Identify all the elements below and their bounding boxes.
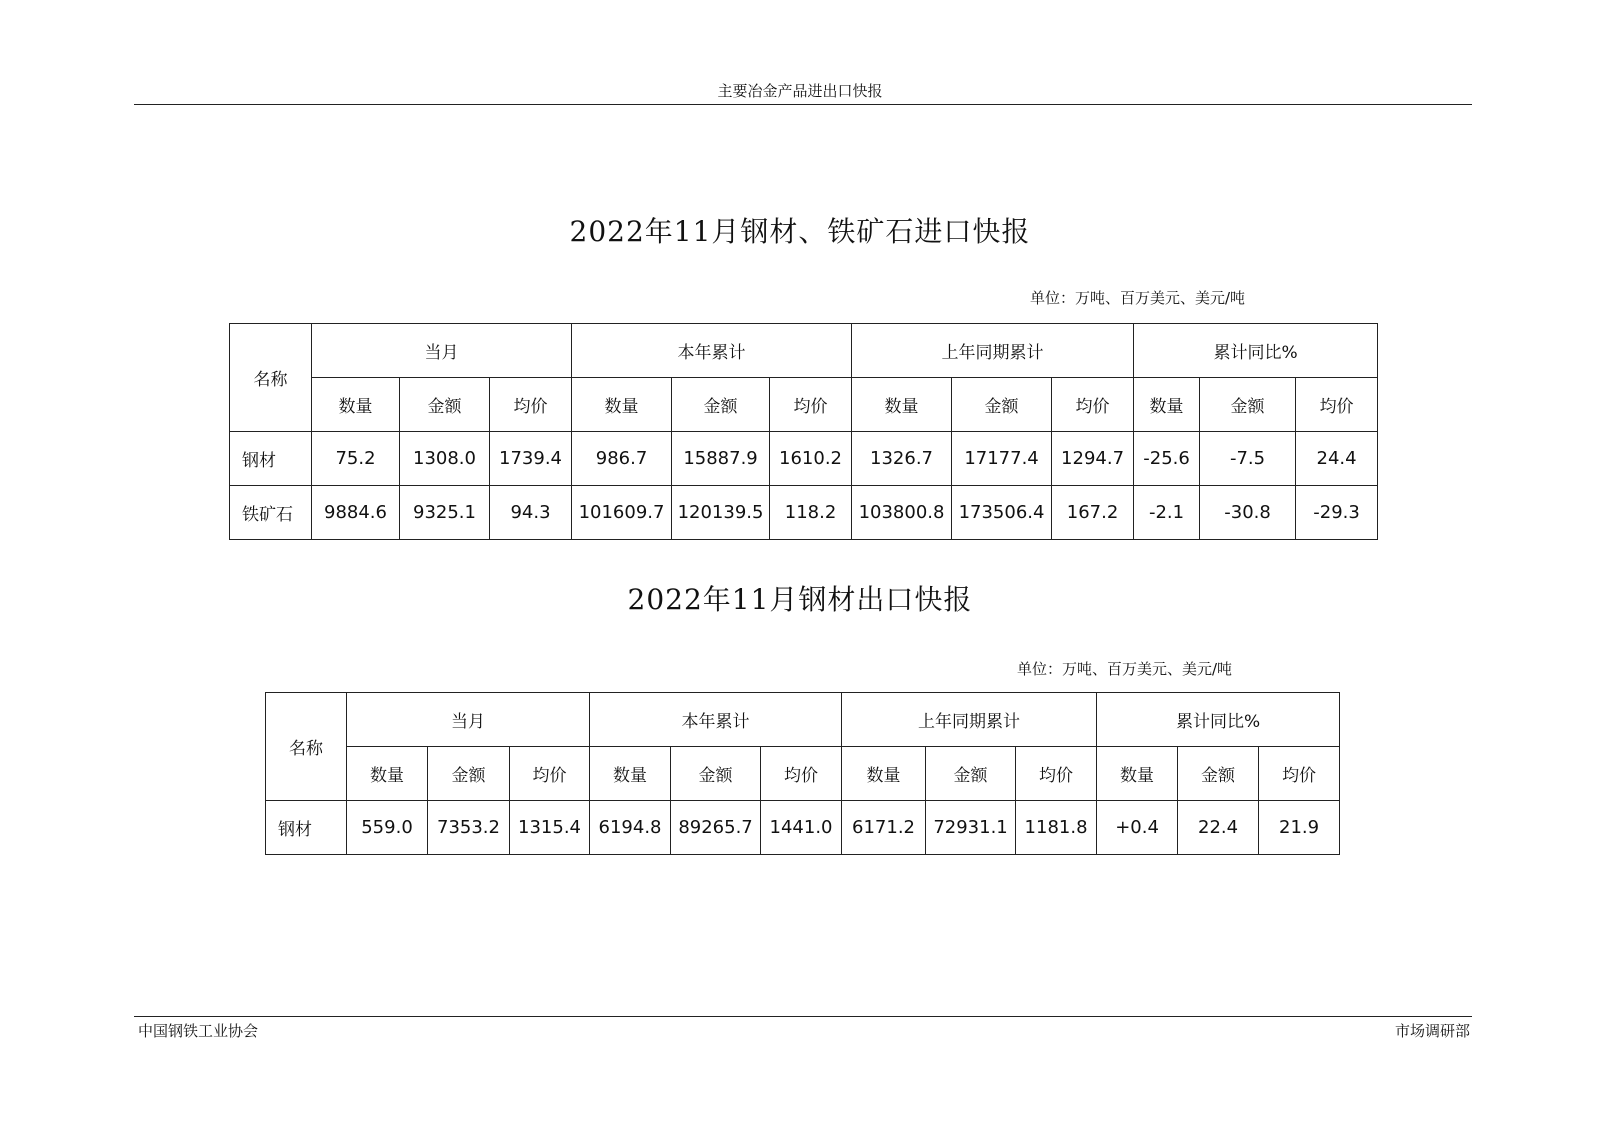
table-cell: 1294.7 [1052, 432, 1134, 486]
table-cell: -2.1 [1134, 486, 1200, 540]
table-cell: 75.2 [312, 432, 400, 486]
table-cell: 6171.2 [842, 801, 926, 855]
table-cell: 24.4 [1296, 432, 1378, 486]
table-cell: 72931.1 [926, 801, 1016, 855]
import-table [229, 323, 1378, 540]
table-cell: 9325.1 [400, 486, 490, 540]
table-cell: -29.3 [1296, 486, 1378, 540]
export-report-title: 2022年11月钢材出口快报 [627, 583, 973, 616]
sub-header: 数量 [1097, 747, 1178, 801]
footer-divider [134, 1016, 1472, 1017]
table-cell: 21.9 [1259, 801, 1340, 855]
group-header: 累计同比% [1134, 324, 1378, 378]
sub-header: 数量 [312, 378, 400, 432]
group-header: 当月 [312, 324, 572, 378]
sub-header: 金额 [952, 378, 1052, 432]
table-cell: 1326.7 [852, 432, 952, 486]
sub-header: 数量 [842, 747, 926, 801]
table-header-row [230, 324, 1378, 378]
table-cell: 118.2 [770, 486, 852, 540]
table-row [266, 801, 1340, 855]
table-cell: 120139.5 [672, 486, 770, 540]
group-header: 本年累计 [572, 324, 852, 378]
row-name: 钢材 [230, 432, 312, 486]
footer-organization: 中国钢铁工业协会 [138, 1022, 259, 1040]
sub-header: 均价 [1016, 747, 1097, 801]
group-header: 上年同期累计 [852, 324, 1134, 378]
footer-department: 市场调研部 [1394, 1022, 1470, 1040]
table-cell: 1181.8 [1016, 801, 1097, 855]
group-header: 当月 [347, 693, 590, 747]
table-cell: 1315.4 [510, 801, 590, 855]
running-header: 主要冶金产品进出口快报 [717, 82, 883, 100]
group-header: 本年累计 [590, 693, 842, 747]
col-header-name: 名称 [266, 693, 347, 801]
table-cell: 7353.2 [428, 801, 510, 855]
sub-header: 金额 [1178, 747, 1259, 801]
import-report-title: 2022年11月钢材、铁矿石进口快报 [569, 215, 1031, 248]
sub-header: 均价 [1052, 378, 1134, 432]
table-header-row [266, 693, 1340, 747]
import-unit-note: 单位：万吨、百万美元、美元/吨 [1030, 289, 1246, 307]
table-row [230, 486, 1378, 540]
table-cell: -30.8 [1200, 486, 1296, 540]
sub-header: 均价 [770, 378, 852, 432]
col-header-name: 名称 [230, 324, 312, 432]
export-unit-note: 单位：万吨、百万美元、美元/吨 [1017, 660, 1233, 678]
sub-header: 金额 [672, 378, 770, 432]
row-name: 钢材 [266, 801, 347, 855]
table-cell: 986.7 [572, 432, 672, 486]
table-cell: 1739.4 [490, 432, 572, 486]
sub-header: 均价 [510, 747, 590, 801]
table-cell: 103800.8 [852, 486, 952, 540]
sub-header: 金额 [926, 747, 1016, 801]
sub-header: 金额 [1200, 378, 1296, 432]
table-row [230, 432, 1378, 486]
sub-header: 数量 [1134, 378, 1200, 432]
table-cell: 9884.6 [312, 486, 400, 540]
table-cell: 15887.9 [672, 432, 770, 486]
table-cell: 22.4 [1178, 801, 1259, 855]
table-cell: 6194.8 [590, 801, 671, 855]
table-cell: 1308.0 [400, 432, 490, 486]
header-divider [134, 104, 1472, 105]
table-cell: 94.3 [490, 486, 572, 540]
sub-header: 金额 [428, 747, 510, 801]
sub-header: 数量 [347, 747, 428, 801]
sub-header: 金额 [400, 378, 490, 432]
table-subheader-row [230, 378, 1378, 432]
export-table [265, 692, 1340, 855]
table-cell: 89265.7 [671, 801, 761, 855]
table-cell: -25.6 [1134, 432, 1200, 486]
table-cell: 173506.4 [952, 486, 1052, 540]
sub-header: 数量 [572, 378, 672, 432]
sub-header: 均价 [1296, 378, 1378, 432]
table-cell: 101609.7 [572, 486, 672, 540]
group-header: 上年同期累计 [842, 693, 1097, 747]
sub-header: 金额 [671, 747, 761, 801]
sub-header: 数量 [590, 747, 671, 801]
table-cell: +0.4 [1097, 801, 1178, 855]
sub-header: 均价 [1259, 747, 1340, 801]
row-name: 铁矿石 [230, 486, 312, 540]
sub-header: 均价 [490, 378, 572, 432]
sub-header: 均价 [761, 747, 842, 801]
sub-header: 数量 [852, 378, 952, 432]
table-cell: 1441.0 [761, 801, 842, 855]
table-cell: 559.0 [347, 801, 428, 855]
group-header: 累计同比% [1097, 693, 1340, 747]
table-cell: 17177.4 [952, 432, 1052, 486]
table-cell: -7.5 [1200, 432, 1296, 486]
table-cell: 167.2 [1052, 486, 1134, 540]
table-subheader-row [266, 747, 1340, 801]
table-cell: 1610.2 [770, 432, 852, 486]
